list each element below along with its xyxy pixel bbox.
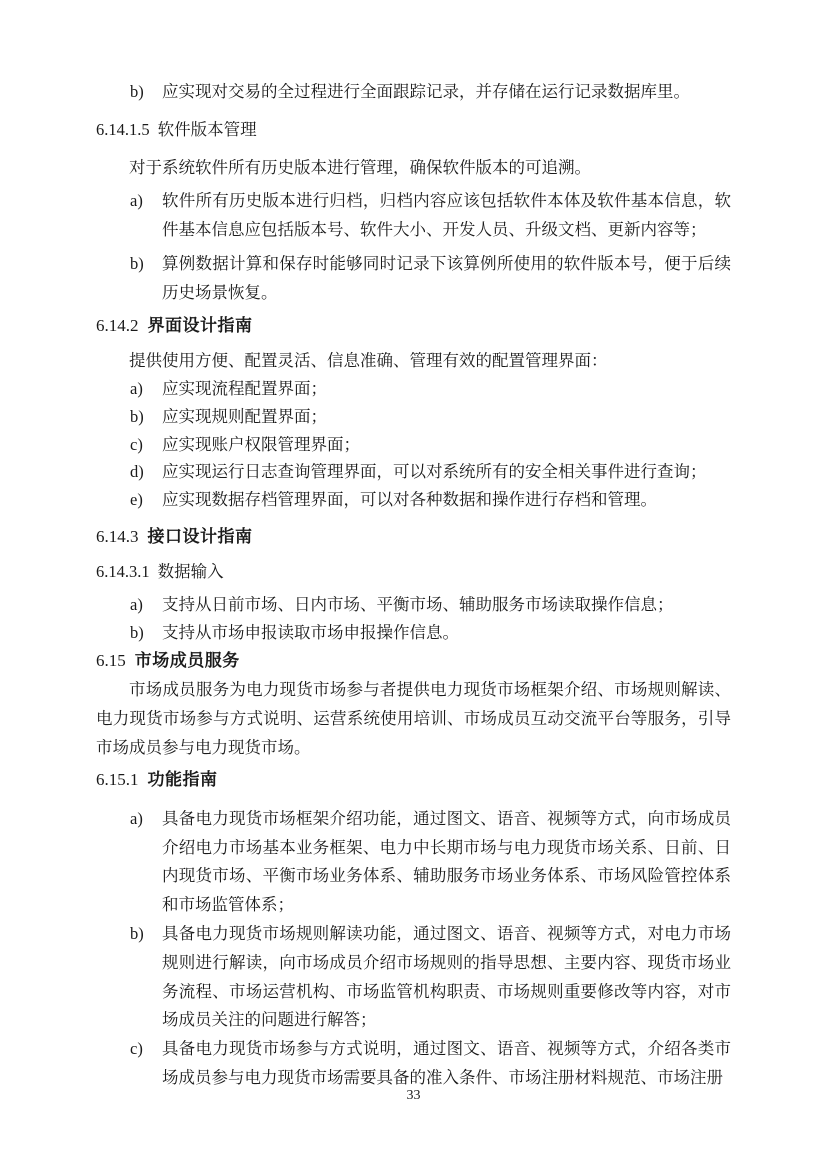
list-item-text: 具备电力现货市场框架介绍功能，通过图文、语音、视频等方式，向市场成员介绍电力市场基本业务框架、电力中长期市场与电力现货市场关系、日前、日内现货市场、平衡市场业务体系、辅助服务市场业务体系、市场风险管控体系和市场监管体系；	[162, 808, 731, 915]
heading-6-14-1-5	[96, 116, 731, 145]
heading-title: 数据输入	[157, 562, 224, 582]
list-item	[96, 250, 731, 308]
list-marker: b)	[130, 82, 144, 101]
paragraph: 对于系统软件所有历史版本进行管理，确保软件版本的可追溯。	[129, 157, 591, 177]
list-item-text: 应实现运行日志查询管理界面，可以对系统所有的安全相关事件进行查询；	[162, 462, 707, 482]
list-item-text: 应实现账户权限管理界面；	[162, 434, 360, 454]
list-item-text: 支持从日前市场、日内市场、平衡市场、辅助服务市场读取操作信息；	[162, 595, 674, 615]
list-item	[96, 591, 731, 619]
list-marker: a)	[130, 191, 143, 211]
list-item-text: 具备电力现货市场参与方式说明，通过图文、语音、视频等方式，介绍各类市场成员参与电力现货市场需要具备的准入条件、市场注册材料规范、市场注册	[162, 1039, 731, 1087]
list-item-text: 算例数据计算和保存时能够同时记录下该算例所使用的软件版本号，便于后续历史场景恢复。	[162, 253, 731, 302]
list-item	[96, 78, 731, 107]
list-item-text: 具备电力现货市场规则解读功能，通过图文、语音、视频等方式，对电力市场规则进行解读，向市场成员介绍市场规则的指导思想、主要内容、现货市场业务流程、市场运营机构、市场监管机构职责、市场规则重要修改等内容，对市场成员关注的问题进行解答；	[162, 923, 731, 1030]
list-marker: d)	[130, 462, 144, 482]
page-number: 33	[406, 1088, 421, 1103]
list-item-text: 应实现对交易的全过程进行全面跟踪记录，并存储在运行记录数据库里。	[162, 82, 690, 101]
heading-number: 6.14.3.1	[96, 562, 150, 582]
list-marker: b)	[130, 253, 144, 273]
list-marker: a)	[130, 595, 143, 615]
heading-6-15	[96, 646, 731, 676]
heading-6-14-2	[96, 311, 731, 341]
list-item	[96, 431, 731, 459]
list-marker: b)	[130, 622, 144, 642]
list-item	[96, 187, 731, 245]
heading-number: 6.14.1.5	[96, 119, 150, 139]
heading-number: 6.14.3	[96, 527, 139, 547]
list-item-text: 应实现流程配置界面；	[162, 379, 327, 399]
heading-number: 6.15	[96, 651, 126, 671]
heading-title: 市场成员服务	[134, 651, 240, 671]
list-marker: e)	[130, 489, 143, 509]
list-item	[96, 920, 731, 1035]
list-marker: a)	[130, 808, 143, 828]
list-item	[96, 805, 731, 920]
list-marker: a)	[130, 379, 143, 399]
paragraph: 市场成员服务为电力现货市场参与者提供电力现货市场框架介绍、市场规则解读、电力现货市场参与方式说明、运营系统使用培训、市场成员互动交流平台等服务，引导市场成员参与电力现货市场。	[96, 680, 731, 757]
list-item-text: 应实现数据存档管理界面，可以对各种数据和操作进行存档和管理。	[162, 489, 657, 509]
list-item	[96, 375, 731, 403]
list-item-text: 支持从市场申报读取市场申报操作信息。	[162, 622, 459, 642]
list-item	[96, 458, 731, 486]
list-item	[96, 619, 731, 647]
heading-title: 接口设计指南	[147, 527, 253, 547]
list-marker: b)	[130, 923, 144, 943]
heading-number: 6.14.2	[96, 315, 139, 335]
list-marker: c)	[130, 434, 143, 454]
list-item-text: 应实现规则配置界面；	[162, 406, 327, 426]
heading-title: 界面设计指南	[147, 315, 253, 335]
list-marker: b)	[130, 406, 144, 426]
heading-title: 软件版本管理	[157, 119, 257, 139]
paragraph: 提供使用方便、配置灵活、信息准确、管理有效的配置管理界面：	[129, 350, 608, 370]
heading-6-14-3-1	[96, 558, 731, 587]
heading-number: 6.15.1	[96, 769, 139, 789]
list-marker: c)	[130, 1039, 143, 1059]
heading-6-15-1	[96, 765, 731, 795]
heading-6-14-3	[96, 522, 731, 552]
heading-title: 功能指南	[147, 769, 218, 789]
list-item-text: 软件所有历史版本进行归档，归档内容应该包括软件本体及软件基本信息，软件基本信息应包括版本号、软件大小、开发人员、升级文档、更新内容等；	[162, 191, 731, 240]
list-item	[96, 1035, 731, 1093]
list-item	[96, 486, 731, 514]
list-item	[96, 403, 731, 431]
